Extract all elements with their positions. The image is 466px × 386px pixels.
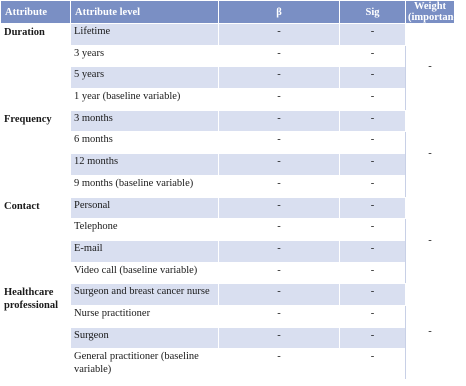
sig-value: -: [340, 305, 406, 327]
attribute-level: 12 months: [71, 154, 219, 176]
beta-value: -: [219, 284, 340, 306]
beta-value: -: [219, 45, 340, 67]
weight-value: -: [406, 24, 455, 111]
attribute-level: 6 months: [71, 132, 219, 154]
sig-value: -: [340, 89, 406, 111]
beta-value: -: [219, 132, 340, 154]
attribute-name: Duration: [1, 24, 71, 111]
weight-value: -: [406, 110, 455, 197]
attribute-name: Healthcare professional: [1, 284, 71, 380]
beta-value: -: [219, 89, 340, 111]
attribute-level: General practitioner (baseline variable): [71, 349, 219, 380]
sig-value: -: [340, 219, 406, 241]
attribute-level: Telephone: [71, 219, 219, 241]
beta-value: -: [219, 305, 340, 327]
attribute-level: 5 years: [71, 67, 219, 89]
attribute-level: Video call (baseline variable): [71, 262, 219, 284]
sig-value: -: [340, 327, 406, 349]
sig-value: -: [340, 175, 406, 197]
beta-value: -: [219, 67, 340, 89]
beta-value: -: [219, 197, 340, 219]
beta-value: -: [219, 240, 340, 262]
beta-value: -: [219, 262, 340, 284]
beta-value: -: [219, 110, 340, 132]
header-sig: Sig: [340, 1, 406, 24]
beta-value: -: [219, 154, 340, 176]
attribute-level: 3 months: [71, 110, 219, 132]
attribute-level: Nurse practitioner: [71, 305, 219, 327]
table-row: [1, 24, 455, 46]
table-row: [1, 110, 455, 132]
attribute-level: 1 year (baseline variable): [71, 89, 219, 111]
sig-value: -: [340, 154, 406, 176]
attribute-level: Surgeon: [71, 327, 219, 349]
header-row: [1, 1, 455, 24]
attribute-name: Frequency: [1, 110, 71, 197]
table-row: [1, 284, 455, 306]
beta-value: -: [219, 327, 340, 349]
attribute-level: Surgeon and breast cancer nurse: [71, 284, 219, 306]
sig-value: -: [340, 284, 406, 306]
header-weight: Weight (importance): [406, 1, 455, 24]
attribute-level: 3 years: [71, 45, 219, 67]
attribute-level: Lifetime: [71, 24, 219, 46]
header-attribute-level: Attribute level: [71, 1, 219, 24]
sig-value: -: [340, 45, 406, 67]
beta-value: -: [219, 349, 340, 380]
attribute-level: E-mail: [71, 240, 219, 262]
sig-value: -: [340, 24, 406, 46]
attribute-level: 9 months (baseline variable): [71, 175, 219, 197]
weight-value: -: [406, 284, 455, 380]
beta-value: -: [219, 24, 340, 46]
attribute-name: Contact: [1, 197, 71, 284]
sig-value: -: [340, 197, 406, 219]
sig-value: -: [340, 240, 406, 262]
sig-value: -: [340, 349, 406, 380]
header-attribute: Attribute: [1, 1, 71, 24]
sig-value: -: [340, 262, 406, 284]
weight-value: -: [406, 197, 455, 284]
sig-value: -: [340, 110, 406, 132]
header-beta: β: [219, 1, 340, 24]
beta-value: -: [219, 175, 340, 197]
table-row: [1, 197, 455, 219]
attribute-level: Personal: [71, 197, 219, 219]
beta-value: -: [219, 219, 340, 241]
sig-value: -: [340, 132, 406, 154]
sig-value: -: [340, 67, 406, 89]
